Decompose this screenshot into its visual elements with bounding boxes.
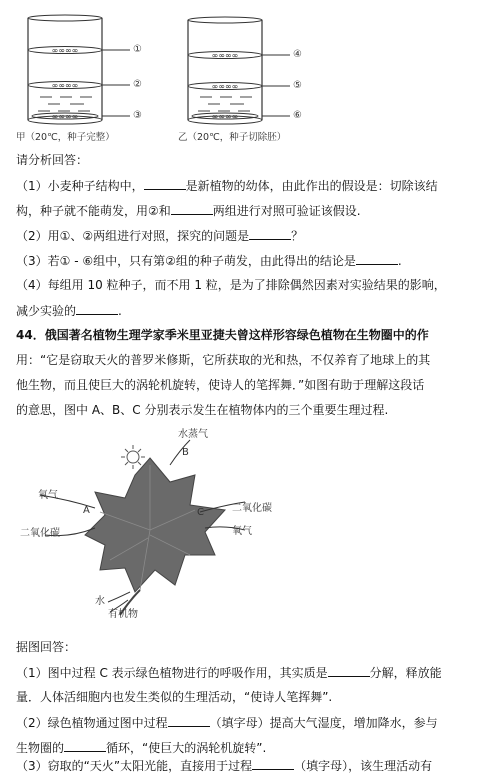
label-B: B xyxy=(182,447,189,458)
svg-text:∞∞∞∞: ∞∞∞∞ xyxy=(51,112,79,121)
answer-blank[interactable] xyxy=(249,228,291,240)
label-co2-right: 二氧化碳 xyxy=(232,503,272,514)
label-A: A xyxy=(83,505,90,516)
marker-6: ⑥ xyxy=(293,110,302,121)
jar-right xyxy=(188,17,290,124)
svg-text:∞∞∞∞: ∞∞∞∞ xyxy=(211,82,239,91)
marker-3: ③ xyxy=(133,110,142,121)
sun-icon xyxy=(121,445,145,469)
q44-3-line1: （3）窃取的“天火”太阳光能，直接用于过程 （填字母），该生理活动有 xyxy=(16,759,433,773)
svg-text:∞∞∞∞: ∞∞∞∞ xyxy=(211,112,239,121)
jar-left xyxy=(28,15,130,124)
q44-line1: 44．俄国著名植物生理学家季米里亚捷夫曾这样形容绿色植物在生物圈中的作 xyxy=(16,328,429,342)
q-intro: 请分析回答： xyxy=(16,153,89,167)
q44-2-line2: 生物圈的 循环，“使巨大的涡轮机旋转”. xyxy=(16,741,267,755)
label-oxygen-left: 氧气 xyxy=(38,490,58,501)
marker-1: ① xyxy=(133,44,142,55)
label-oxygen-right: 氧气 xyxy=(232,526,252,537)
label-water: 水 xyxy=(95,596,105,607)
q44-intro: 据图回答： xyxy=(16,640,77,654)
answer-blank[interactable] xyxy=(76,303,118,315)
marker-2: ② xyxy=(133,79,142,90)
marker-4: ④ xyxy=(293,49,302,60)
label-water-vapor: 水蒸气 xyxy=(178,429,208,440)
svg-text:∞∞∞∞: ∞∞∞∞ xyxy=(51,46,79,55)
q1-line1: （1）小麦种子结构中， 是新植物的幼体，由此作出的假设是：切除该结 xyxy=(16,179,438,193)
q44-1-line2: 量．人体活细胞内也发生类似的生理活动，“使诗人笔挥舞”. xyxy=(16,690,333,704)
leaf-processes-figure xyxy=(0,420,300,620)
answer-blank[interactable] xyxy=(64,740,106,752)
marker-5: ⑤ xyxy=(293,80,302,91)
svg-text:∞∞∞∞: ∞∞∞∞ xyxy=(211,51,239,60)
svg-text:∞∞∞∞: ∞∞∞∞ xyxy=(51,81,79,90)
q44-2-line1: （2）绿色植物通过图中过程 （填字母）提高大气湿度，增加降水，参与 xyxy=(16,716,438,730)
q1-line2: 构，种子就不能萌发，用②和 两组进行对照可验证该假设. xyxy=(16,204,361,218)
jar-left-caption: 甲（20℃，种子完整） xyxy=(16,132,115,143)
q44-line4: 的意思，图中 A、B、C 分别表示发生在植物体内的三个重要生理过程. xyxy=(16,403,389,417)
answer-blank[interactable] xyxy=(171,203,213,215)
q3-line: （3）若① - ⑥组中，只有第②组的种子萌发，由此得出的结论是 . xyxy=(16,254,402,268)
label-C: C xyxy=(197,507,204,518)
experiment-jars-figure xyxy=(0,0,490,150)
answer-blank[interactable] xyxy=(144,178,186,190)
q44-line3: 他生物，而且使巨大的涡轮机旋转，使诗人的笔挥舞．”如图有助于理解这段话 xyxy=(16,378,425,392)
answer-blank[interactable] xyxy=(356,253,398,265)
label-organic: 有机物 xyxy=(108,609,138,620)
q44-line2: 用：“它是窃取天火的普罗米修斯，它所获取的光和热，不仅养育了地球上的其 xyxy=(16,353,431,367)
answer-blank[interactable] xyxy=(328,665,370,677)
jar-right-caption: 乙（20℃，种子切除胚） xyxy=(178,132,287,143)
q2-line: （2）用①、②两组进行对照，探究的问题是 ？ xyxy=(16,229,304,243)
q4-line1: （4）每组用 10 粒种子，而不用 1 粒，是为了排除偶然因素对实验结果的影响， xyxy=(16,278,446,292)
leaf-shape xyxy=(85,458,225,592)
q4-line2: 减少实验的 . xyxy=(16,304,122,318)
answer-blank[interactable] xyxy=(168,715,210,727)
q44-1-line1: （1）图中过程 C 表示绿色植物进行的呼吸作用，其实质是 分解，释放能 xyxy=(16,666,442,680)
answer-blank[interactable] xyxy=(252,758,294,770)
label-co2-left: 二氧化碳 xyxy=(20,528,60,539)
